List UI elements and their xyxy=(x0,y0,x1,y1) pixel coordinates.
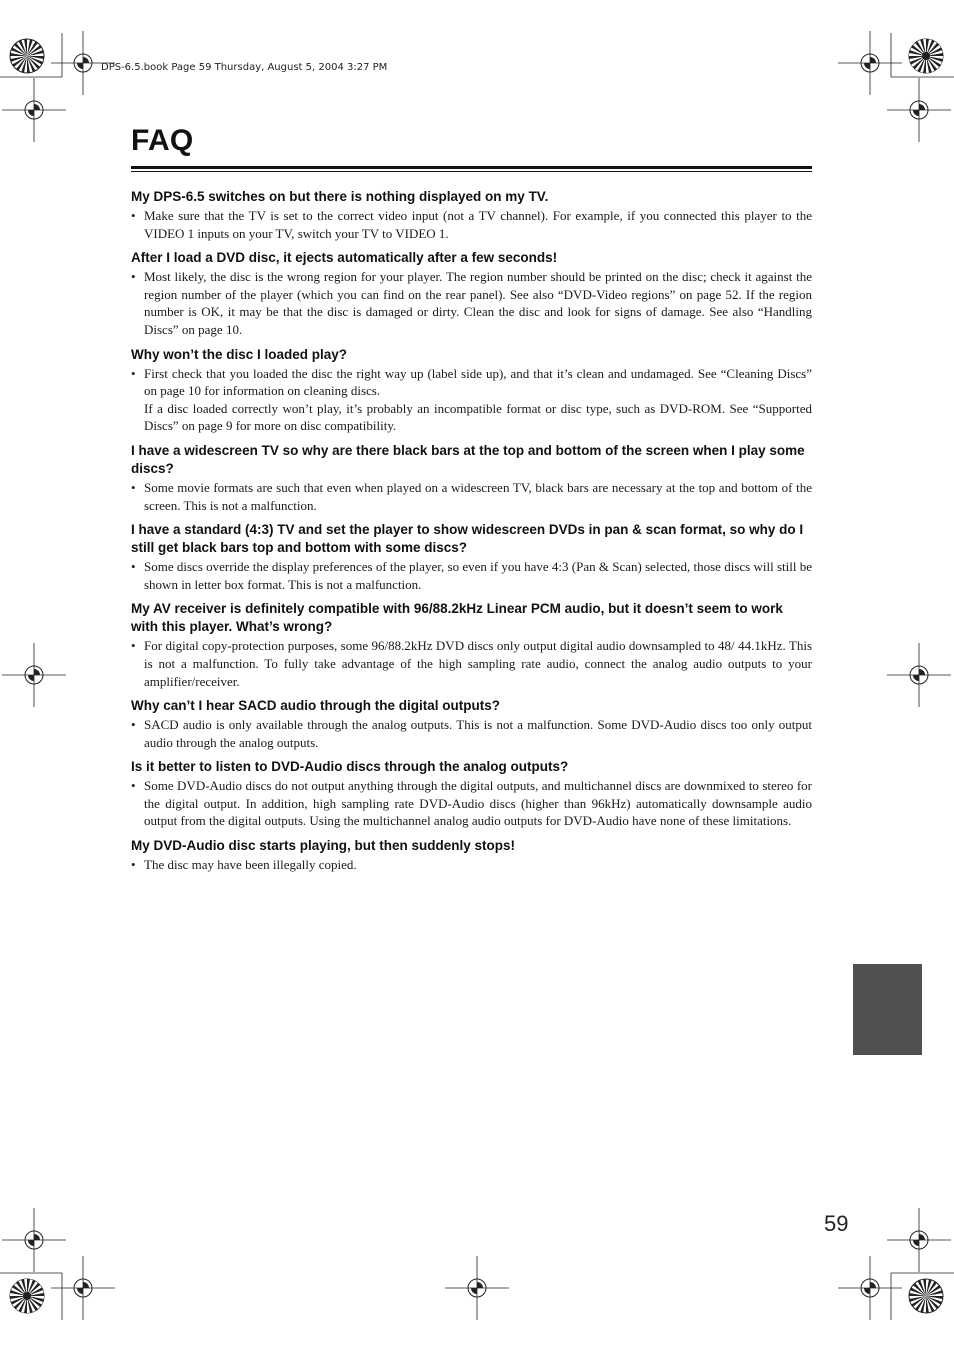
faq-answer xyxy=(131,268,812,338)
answer-text: If a disc loaded correctly won’t play, it’s probably an incompatible format or disc type, such as DVD-ROM. See “Supported Discs” on page 9 for more on disc compatibility. xyxy=(144,400,812,434)
faq-item xyxy=(131,346,812,435)
faq-answer xyxy=(131,856,812,874)
registration-mark xyxy=(887,1208,951,1272)
faq-item xyxy=(131,188,812,242)
title-rule-thick xyxy=(131,166,812,169)
bullet: • xyxy=(131,269,136,285)
bullet: • xyxy=(131,365,136,381)
page-title: FAQ xyxy=(131,124,194,157)
registration-mark xyxy=(2,1208,66,1272)
starburst-mark xyxy=(909,39,943,73)
faq-question: After I load a DVD disc, it ejects automatically after a few seconds! xyxy=(131,250,558,266)
bullet: • xyxy=(131,208,136,223)
starburst-mark xyxy=(10,39,44,73)
faq-question: My AV receiver is definitely compatible with 96/88.2kHz Linear PCM audio, but it doesn’t seem to work with this player. What’s wrong? xyxy=(131,601,783,635)
answer-text: SACD audio is only available through the analog outputs. This is not a malfunction. Some DVD-Audio discs too only output audio through the analog outputs. xyxy=(144,717,812,750)
bullet: • xyxy=(131,778,136,794)
faq-question: Is it better to listen to DVD-Audio discs through the analog outputs? xyxy=(131,759,569,775)
faq-answer xyxy=(131,637,812,690)
bullet: • xyxy=(131,559,136,575)
registration-mark xyxy=(445,1256,509,1320)
bullet: • xyxy=(131,479,136,495)
bullet: • xyxy=(131,717,136,733)
title-rule-thin xyxy=(131,171,812,172)
faq-item xyxy=(131,249,812,338)
section-tab xyxy=(853,964,922,1055)
faq-item xyxy=(131,521,812,593)
print-slug: DPS-6.5.book Page 59 Thursday, August 5, 2004 3:27 PM xyxy=(101,62,388,73)
faq-answer xyxy=(131,558,812,593)
bullet: • xyxy=(131,857,136,873)
faq-answer xyxy=(131,365,812,435)
answer-text: Some movie formats are such that even when played on a widescreen TV, black bars are necessary at the top and bottom of the screen. This is not a malfunction. xyxy=(144,479,812,513)
faq-list xyxy=(131,188,812,881)
bullet: • xyxy=(131,638,136,654)
faq-item xyxy=(131,697,812,751)
registration-mark xyxy=(887,643,951,707)
faq-answer xyxy=(131,716,812,751)
faq-item xyxy=(131,442,812,514)
answer-text: The disc may have been illegally copied. xyxy=(144,857,357,873)
page-number: 59 xyxy=(824,1211,849,1236)
answer-text: Make sure that the TV is set to the correct video input (not a TV channel). For example, if you connected this player to the VIDEO 1 inputs on your TV, switch your TV to VIDEO 1. xyxy=(144,208,812,241)
registration-mark xyxy=(2,643,66,707)
faq-question: Why won’t the disc I loaded play? xyxy=(131,346,348,362)
faq-question: My DPS-6.5 switches on but there is nothing displayed on my TV. xyxy=(131,189,549,204)
faq-answer xyxy=(131,207,812,242)
faq-item xyxy=(131,758,812,830)
faq-question: My DVD-Audio disc starts playing, but then suddenly stops! xyxy=(131,838,516,854)
registration-mark xyxy=(838,1256,902,1320)
faq-question: I have a widescreen TV so why are there black bars at the top and bottom of the screen when I play some discs? xyxy=(131,442,805,476)
registration-mark xyxy=(887,78,951,142)
answer-text: Most likely, the disc is the wrong region for your player. The region number should be printed on the disc; check it against the region number of the player (which you can find on the rear panel). See also “DVD-Video regions” on page 52. If the region number is OK, it may be that the disc is damaged or dirty. Clean the disc and look for signs of damage. See also “Handling Discs” on page 10. xyxy=(144,269,812,337)
registration-mark xyxy=(2,78,66,142)
answer-text: Some discs override the display preferences of the player, so even if you have 4:3 (Pan & Scan) selected, those discs will still be shown in letter box format. This is not a malfunction. xyxy=(144,559,812,592)
answer-text: For digital copy-protection purposes, some 96/88.2kHz DVD discs only output digital audio downsampled to 48/ 44.1kHz. This is not a malfunction. To fully take advantage of the high sampling rate audio, connect the analog audio outputs to your amplifier/receiver. xyxy=(144,638,812,689)
faq-question: Why can’t I hear SACD audio through the digital outputs? xyxy=(131,698,500,714)
starburst-mark xyxy=(10,1279,44,1313)
faq-item xyxy=(131,837,812,874)
answer-text: First check that you loaded the disc the right way up (label side up), and that it’s clean and undamaged. See “Cleaning Discs” on page 10 for information on cleaning discs. xyxy=(144,365,812,399)
faq-answer xyxy=(131,479,812,514)
answer-text: Some DVD-Audio discs do not output anything through the digital outputs, and multichannel discs are downmixed to stereo for the digital output. In addition, high sampling rate DVD-Audio discs (higher than 96kHz) automatically downsample audio output from the digital outputs. Using the multichannel analog audio outputs for DVD-Audio have none of these limitations. xyxy=(144,778,812,829)
faq-item xyxy=(131,600,812,690)
registration-mark xyxy=(838,31,902,95)
faq-question: I have a standard (4:3) TV and set the player to show widescreen DVDs in pan & scan format, so why do I still get black bars top and bottom with some discs? xyxy=(131,522,804,556)
starburst-mark xyxy=(909,1279,943,1313)
registration-mark xyxy=(51,1256,115,1320)
faq-answer xyxy=(131,777,812,830)
